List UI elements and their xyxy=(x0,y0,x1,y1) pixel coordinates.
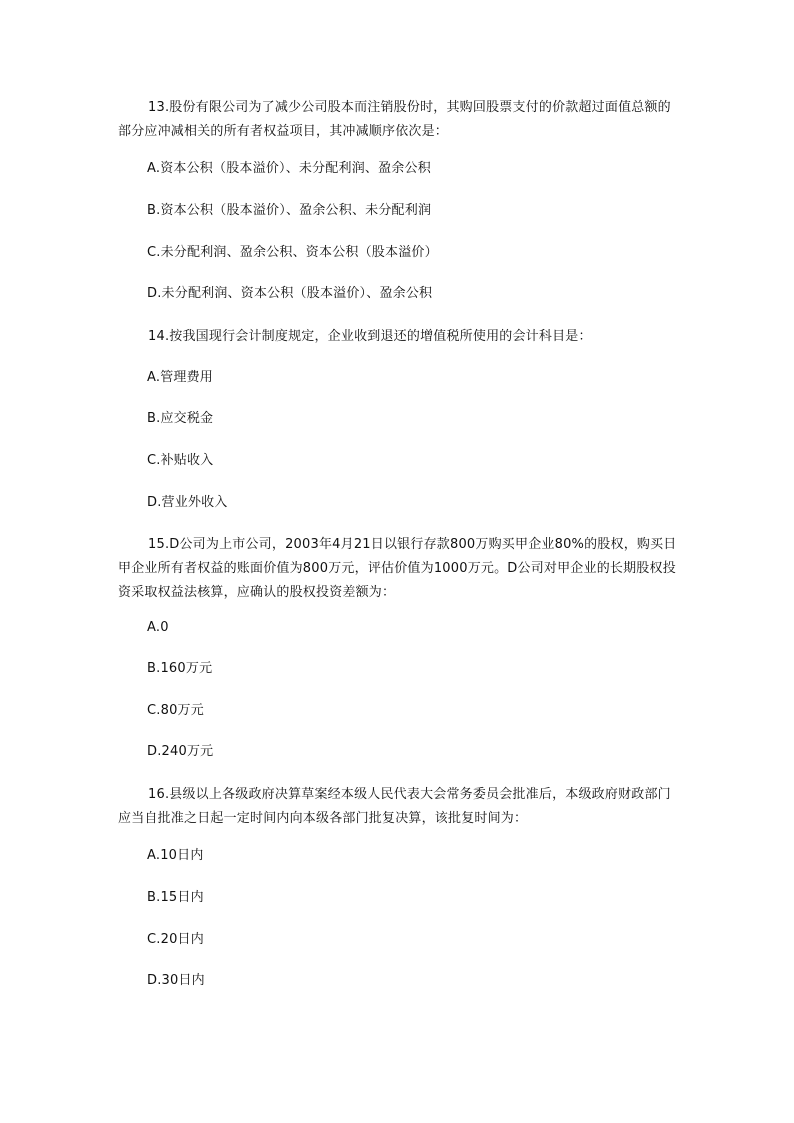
question-15-option-b: B.160万元 xyxy=(147,661,213,676)
question-13-option-c: C.未分配利润、盈余公积、资本公积（股本溢价） xyxy=(147,245,438,260)
question-16-option-d: D.30日内 xyxy=(147,973,205,988)
question-14-stem: 14.按我国现行会计制度规定，企业收到退还的增值税所使用的会计科目是： xyxy=(148,329,592,344)
question-14-option-a: A.管理费用 xyxy=(147,370,213,385)
question-16-option-a: A.10日内 xyxy=(147,848,204,863)
question-13-stem: 13.股份有限公司为了减少公司股本而注销股份时，其购回股票支付的价款超过面值总额的部分应冲减相关的所有者权益项目，其冲减顺序依次是： xyxy=(118,100,671,139)
question-13-option-d: D.未分配利润、资本公积（股本溢价）、盈余公积 xyxy=(147,286,433,301)
question-15-option-d: D.240万元 xyxy=(147,744,214,759)
question-14-option-b: B.应交税金 xyxy=(147,411,214,426)
question-13-option-a: A.资本公积（股本溢价）、未分配利润、盈余公积 xyxy=(147,161,431,176)
question-15-option-c: C.80万元 xyxy=(147,703,204,718)
question-16-stem: 16.县级以上各级政府决算草案经本级人民代表大会常务委员会批准后，本级政府财政部门应当自批准之日起一定时间内向本级各部门批复决算，该批复时间为： xyxy=(118,787,671,826)
question-13-option-b: B.资本公积（股本溢价）、盈余公积、未分配利润 xyxy=(147,203,432,218)
question-15-stem: 15.D公司为上市公司，2003年4月21日以银行存款800万购买甲企业80%的股权，购买日甲企业所有者权益的账面价值为800万元，评估价值为1000万元。D公司对甲企业的长期股权投资采取权益法核算，应确认的股权投资差额为： xyxy=(118,537,677,600)
question-15-option-a: A.0 xyxy=(147,620,169,635)
question-16-option-c: C.20日内 xyxy=(147,932,204,947)
question-14-option-c: C.补贴收入 xyxy=(147,453,214,468)
question-14-option-d: D.营业外收入 xyxy=(147,495,228,510)
question-16-option-b: B.15日内 xyxy=(147,890,204,905)
